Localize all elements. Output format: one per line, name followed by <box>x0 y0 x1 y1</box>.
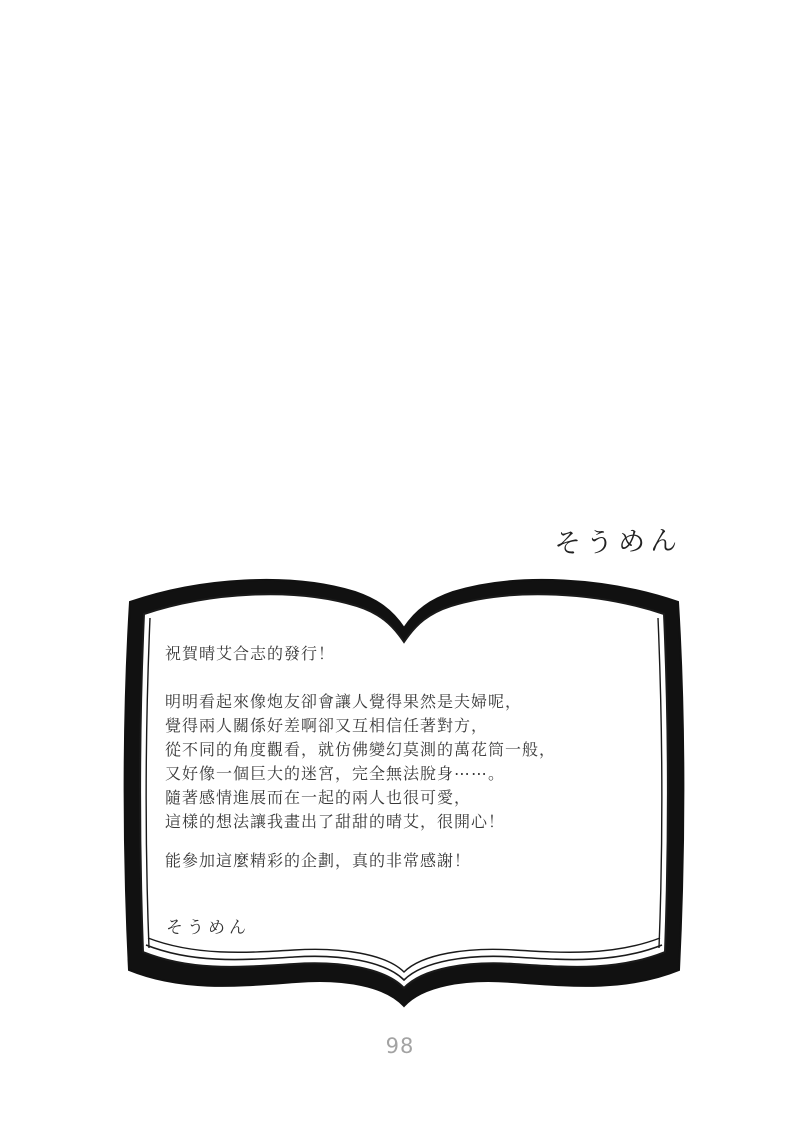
page-number: 98 <box>385 1034 415 1058</box>
body-line: 這樣的想法讓我畫出了甜甜的晴艾，很開心！ <box>165 812 506 831</box>
body-line: 又好像一個巨大的迷宮，完全無法脫身⋯⋯。 <box>165 764 506 783</box>
body-line: 覺得兩人關係好差啊卻又互相信任著對方， <box>165 716 489 735</box>
body-line: 明明看起來像炮友卻會讓人覺得果然是夫婦呢， <box>165 692 523 711</box>
artist-signature-top: そうめん <box>553 525 683 560</box>
body-line: 從不同的角度觀看，就仿佛變幻莫測的萬花筒一般， <box>165 740 557 759</box>
thanks-line: 能參加這麼精彩的企劃，真的非常感謝！ <box>165 851 472 870</box>
artist-signature-inside-book: そうめん <box>166 918 250 938</box>
afterword-text-block <box>165 642 585 873</box>
body-line: 隨著感情進展而在一起的兩人也很可愛， <box>165 788 472 807</box>
greeting-line: 祝賀晴艾合志的發行！ <box>165 644 336 663</box>
